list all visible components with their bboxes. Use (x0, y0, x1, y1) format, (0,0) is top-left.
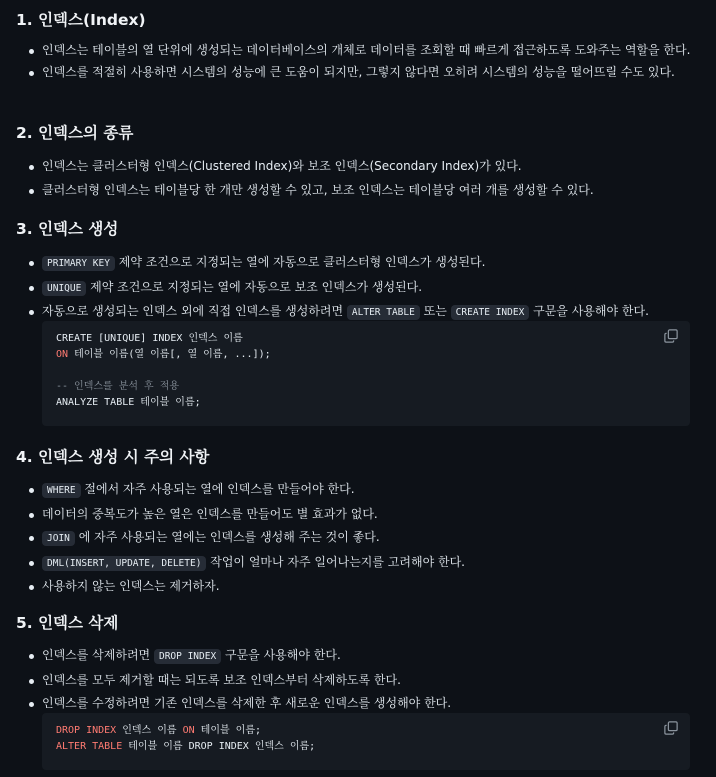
code-line: ANALYZE TABLE 테이블 이름; (56, 397, 201, 408)
section-1-list (24, 39, 699, 85)
list-item: 사용하지 않는 인덱스는 제거하자. (24, 575, 699, 599)
code-block-drop-index (42, 713, 690, 770)
code-text: 테이블 이름(열 이름[, 열 이름, ...]); (68, 349, 271, 360)
code-keyword: ALTER TABLE (56, 741, 123, 752)
code-line (56, 723, 676, 739)
list-item (24, 251, 699, 276)
inline-code: CREATE INDEX (451, 305, 530, 320)
inline-code: DROP INDEX (154, 649, 221, 664)
list-item (24, 551, 699, 576)
section-3-list (24, 251, 699, 325)
list-item: 인덱스는 테이블의 열 단위에 생성되는 데이터베이스의 개체로 데이터를 조회할 때 빠르게 접근하도록 도와주는 역할을 한다. (24, 39, 699, 61)
section-5-list (24, 644, 699, 716)
list-item: 클러스터형 인덱스는 테이블당 한 개만 생성할 수 있고, 보조 인덱스는 테이블당 여러 개를 생성할 수 있다. (24, 179, 699, 203)
list-item-text: 구문을 사용해야 한다. (221, 648, 341, 662)
inline-code: WHERE (42, 483, 81, 498)
code-text: 테이블 이름 DROP INDEX 인덱스 이름; (122, 741, 316, 752)
section-4-title: 4. 인덱스 생성 시 주의 사항 (16, 448, 210, 466)
code-block-create-index (42, 321, 690, 426)
code-line-blank (56, 363, 676, 379)
code-line (56, 347, 676, 363)
list-item-text: 인덱스를 삭제하려면 (42, 648, 154, 662)
inline-code: JOIN (42, 531, 75, 546)
inline-code: ALTER TABLE (347, 305, 420, 320)
list-item-text: 구문을 사용해야 한다. (529, 304, 649, 318)
section-5-title: 5. 인덱스 삭제 (16, 614, 119, 632)
list-item-text: 작업이 얼마나 자주 일어나는지를 고려해야 한다. (206, 554, 465, 569)
code-text: 인덱스 이름 (116, 725, 183, 736)
list-item-text: 절에서 자주 사용되는 열에 인덱스를 만들어야 한다. (80, 482, 355, 496)
code-line: CREATE [UNIQUE] INDEX 인덱스 이름 (56, 333, 243, 344)
section-1-title: 1. 인덱스(Index) (16, 11, 146, 29)
section-3-title: 3. 인덱스 생성 (16, 220, 119, 238)
copy-icon[interactable] (664, 329, 678, 343)
code-text: 테이블 이름; (194, 725, 262, 736)
list-item-text: 제약 조건으로 지정되는 열에 자동으로 클러스터형 인덱스가 생성된다. (114, 255, 486, 269)
code-keyword: ON (182, 725, 195, 736)
list-item (24, 526, 699, 551)
list-item (24, 276, 699, 301)
list-item: 인덱스는 클러스터형 인덱스(Clustered Index)와 보조 인덱스(Secondary Index)가 있다. (24, 155, 699, 179)
section-2-title: 2. 인덱스의 종류 (16, 124, 134, 142)
list-item: 인덱스를 수정하려면 기존 인덱스를 삭제한 후 새로운 인덱스를 생성해야 한다. (24, 692, 699, 716)
list-item (24, 644, 699, 669)
code-keyword: ON (56, 349, 69, 360)
copy-icon[interactable] (664, 721, 678, 735)
section-4-list (24, 478, 699, 599)
section-2-list (24, 155, 699, 202)
inline-code: UNIQUE (42, 281, 86, 296)
list-item: 인덱스를 적절히 사용하면 시스템의 성능에 큰 도움이 되지만, 그렇지 않다면 오히려 시스템의 성능을 떨어뜨릴 수도 있다. (24, 61, 699, 85)
list-item: 인덱스를 모두 제거할 때는 되도록 보조 인덱스부터 삭제하도록 한다. (24, 669, 699, 693)
list-item-text: 또는 (419, 304, 451, 318)
list-item-text: 에 자주 사용되는 열에는 인덱스를 생성해 주는 것이 좋다. (74, 530, 380, 544)
list-item (24, 478, 699, 503)
code-comment: -- 인덱스를 분석 후 적용 (56, 381, 180, 392)
inline-code: PRIMARY KEY (42, 256, 115, 271)
code-keyword: DROP INDEX (56, 725, 117, 736)
inline-code: DML(INSERT, UPDATE, DELETE) (42, 556, 206, 571)
list-item-text: 자동으로 생성되는 인덱스 외에 직접 인덱스를 생성하려면 (42, 304, 347, 318)
code-line (56, 739, 676, 755)
list-item-text: 제약 조건으로 지정되는 열에 자동으로 보조 인덱스가 생성된다. (86, 279, 423, 294)
list-item: 데이터의 중복도가 높은 열은 인덱스를 만들어도 별 효과가 없다. (24, 503, 699, 527)
